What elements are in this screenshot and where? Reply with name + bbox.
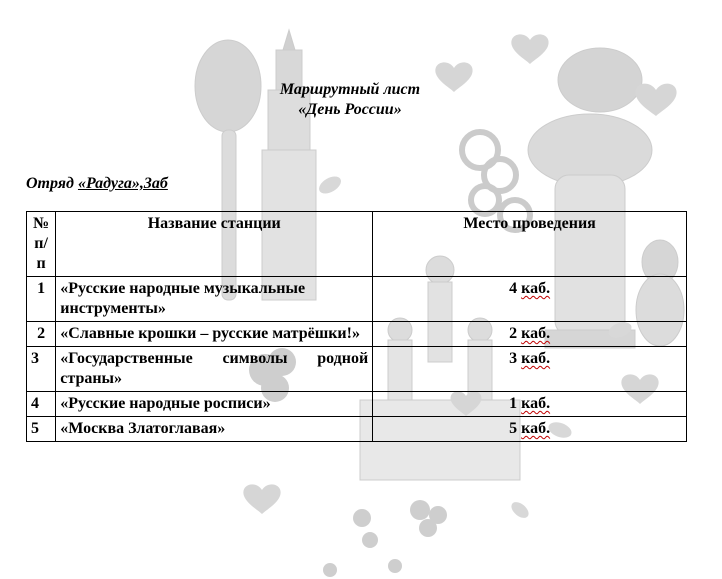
document-title	[210, 80, 490, 120]
header-location: Место проведения	[373, 212, 687, 277]
row-number: 1	[27, 277, 56, 322]
room-unit: каб.	[521, 350, 551, 367]
station-location	[373, 322, 687, 347]
document-title-line1: Маршрутный лист	[279, 81, 421, 98]
room-number: 5	[509, 420, 518, 437]
station-name: «Русские народные музыкальные инструменты»	[56, 277, 373, 322]
station-location	[373, 417, 687, 442]
row-number: 3	[27, 347, 56, 392]
station-name: «Славные крошки – русские матрёшки!»	[56, 322, 373, 347]
row-number: 5	[27, 417, 56, 442]
room-number: 1	[509, 395, 518, 412]
squad-prefix: Отряд	[26, 175, 78, 192]
room-number: 3	[509, 350, 518, 367]
header-station-name: Название станции	[56, 212, 373, 277]
station-name: «Москва Златоглавая»	[56, 417, 373, 442]
document-title-line2: «День России»	[298, 101, 402, 118]
room-unit: каб.	[521, 325, 551, 342]
route-table	[26, 211, 687, 442]
room-number: 2	[509, 325, 518, 342]
room-unit: каб.	[521, 280, 551, 297]
table-row	[27, 322, 687, 347]
table-row	[27, 347, 687, 392]
room-number: 4	[509, 280, 518, 297]
station-name: «Государственные символы родной страны»	[56, 347, 373, 392]
row-number: 2	[27, 322, 56, 347]
station-location	[373, 347, 687, 392]
row-number: 4	[27, 392, 56, 417]
table-row	[27, 392, 687, 417]
table-row	[27, 277, 687, 322]
table-header-row	[27, 212, 687, 277]
station-name: «Русские народные росписи»	[56, 392, 373, 417]
squad-name: «Радуга»,3аб	[77, 175, 168, 192]
room-unit: каб.	[521, 395, 551, 412]
table-row	[27, 417, 687, 442]
station-location	[373, 277, 687, 322]
squad-line	[26, 174, 168, 194]
header-number: № п/п	[27, 212, 56, 277]
station-location	[373, 392, 687, 417]
room-unit: каб.	[521, 420, 551, 437]
